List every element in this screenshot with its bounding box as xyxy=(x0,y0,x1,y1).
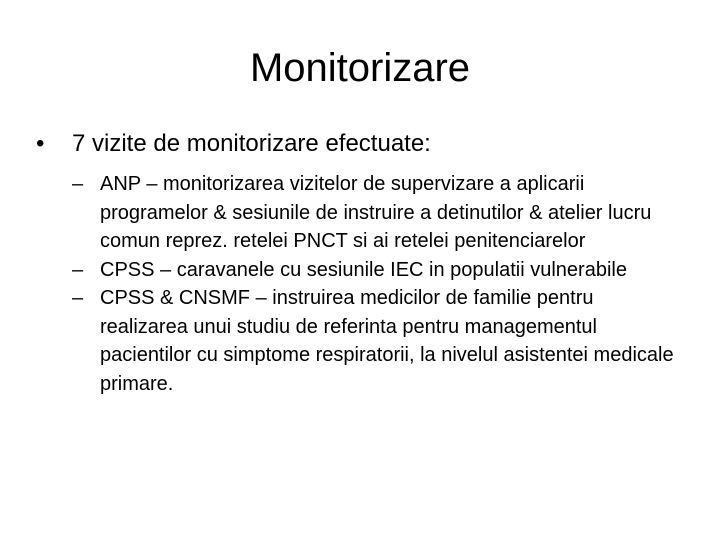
bullet-icon: • xyxy=(36,130,45,157)
sub-point-item xyxy=(36,284,686,398)
dash-icon: – xyxy=(72,258,84,281)
slide-content xyxy=(36,128,686,398)
dash-icon: – xyxy=(72,287,84,309)
sub-point-item xyxy=(36,256,686,285)
main-bullet-point xyxy=(36,128,686,160)
main-point-text: 7 vizite de monitorizare efectuate: xyxy=(72,130,431,157)
sub-point-text: ANP – monitorizarea vizitelor de supervizare a aplicarii programelor & sesiunile de instruire a detinutilor & atelier lucru comun reprez. retelei PNCT si ai retelei penitenciarelor xyxy=(100,173,652,252)
sub-point-text: CPSS – caravanele cu sesiunile IEC in populatii vulnerabile xyxy=(100,258,627,281)
sub-point-text: CPSS & CNSMF – instruirea medicilor de familie pentru realizarea unui studiu de referinta pentru managementul pacientilor cu simptome respiratorii, la nivelul asistentei medicale primare. xyxy=(100,287,674,395)
sub-point-list xyxy=(36,170,686,398)
dash-icon: – xyxy=(72,173,84,195)
sub-point-item xyxy=(36,170,686,256)
slide-title: Monitorizare xyxy=(249,46,471,90)
